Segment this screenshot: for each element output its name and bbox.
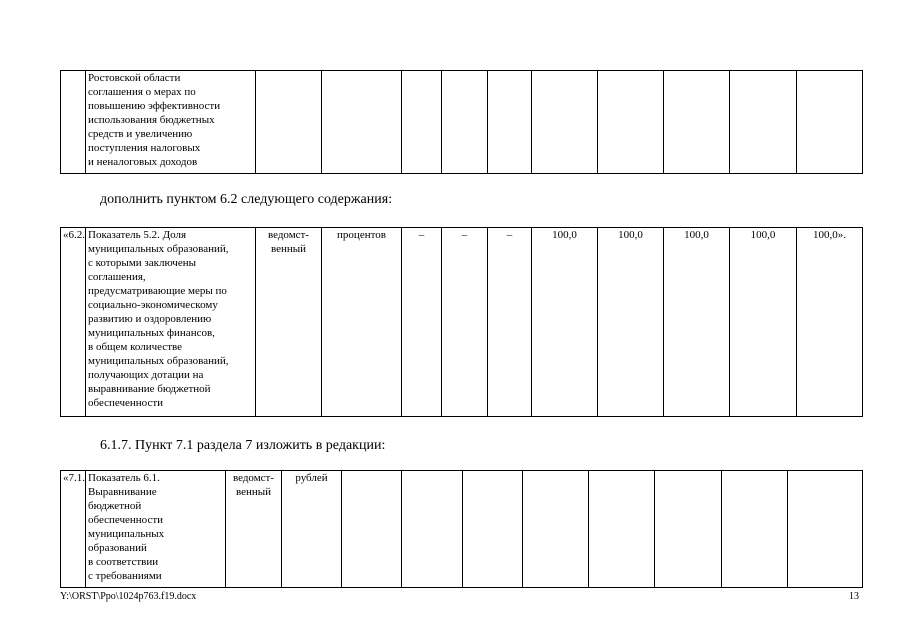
cell [402, 71, 442, 174]
table-row [61, 471, 863, 588]
cell [664, 71, 730, 174]
indicator-type: ведомст- венный [256, 228, 322, 417]
value-cell: 100,0 [730, 228, 797, 417]
value-cell: 100,0 [664, 228, 730, 417]
cell [322, 71, 402, 174]
cell [532, 71, 598, 174]
value-cell: – [402, 228, 442, 417]
cell [797, 71, 863, 174]
cell [598, 71, 664, 174]
unit-cell: процентов [322, 228, 402, 417]
value-cell: 100,0 [532, 228, 598, 417]
value-cell: 100,0». [797, 228, 863, 417]
indicator-type: ведомст- венный [226, 471, 282, 588]
cell [442, 71, 488, 174]
value-cell: – [488, 228, 532, 417]
indicator-cell: Ростовской области соглашения о мерах по повышению эффективности использования бюджетных средств и увеличению поступления налоговых и неналоговых доходов [86, 71, 256, 174]
heading-item-7-1: 6.1.7. Пункт 7.1 раздела 7 изложить в редакции: [100, 438, 386, 453]
item-number: «7.1. [61, 471, 86, 588]
cell-number [61, 71, 86, 174]
cell [523, 471, 589, 588]
cell [402, 471, 463, 588]
cell [256, 71, 322, 174]
cell [589, 471, 655, 588]
indicator-cell: Показатель 5.2. Доля муниципальных образований, с которыми заключены соглашения, предусматривающие меры по социально-экономическому развитию и оздоровлению муниципальных финансов, в общем количестве муниципальных образований, получающих дотации на выравнивание бюджетной обеспеченности [86, 228, 256, 417]
table-continuation [60, 70, 863, 174]
page-number: 13 [849, 591, 859, 602]
table-item-7-1 [60, 470, 863, 588]
value-cell: – [442, 228, 488, 417]
table-row [61, 71, 863, 174]
cell [788, 471, 863, 588]
cell [488, 71, 532, 174]
unit-cell: рублей [282, 471, 342, 588]
cell [730, 71, 797, 174]
file-path: Y:\ORST\Ppo\1024p763.f19.docx [60, 591, 197, 602]
cell [342, 471, 402, 588]
table-row [61, 228, 863, 417]
item-number: «6.2. [61, 228, 86, 417]
value-cell: 100,0 [598, 228, 664, 417]
cell [722, 471, 788, 588]
indicator-cell: Показатель 6.1. Выравнивание бюджетной обеспеченности муниципальных образований в соответствии с требованиями [86, 471, 226, 588]
cell [463, 471, 523, 588]
heading-add-item: дополнить пунктом 6.2 следующего содержания: [100, 192, 393, 207]
table-item-6-2 [60, 227, 863, 417]
cell [655, 471, 722, 588]
